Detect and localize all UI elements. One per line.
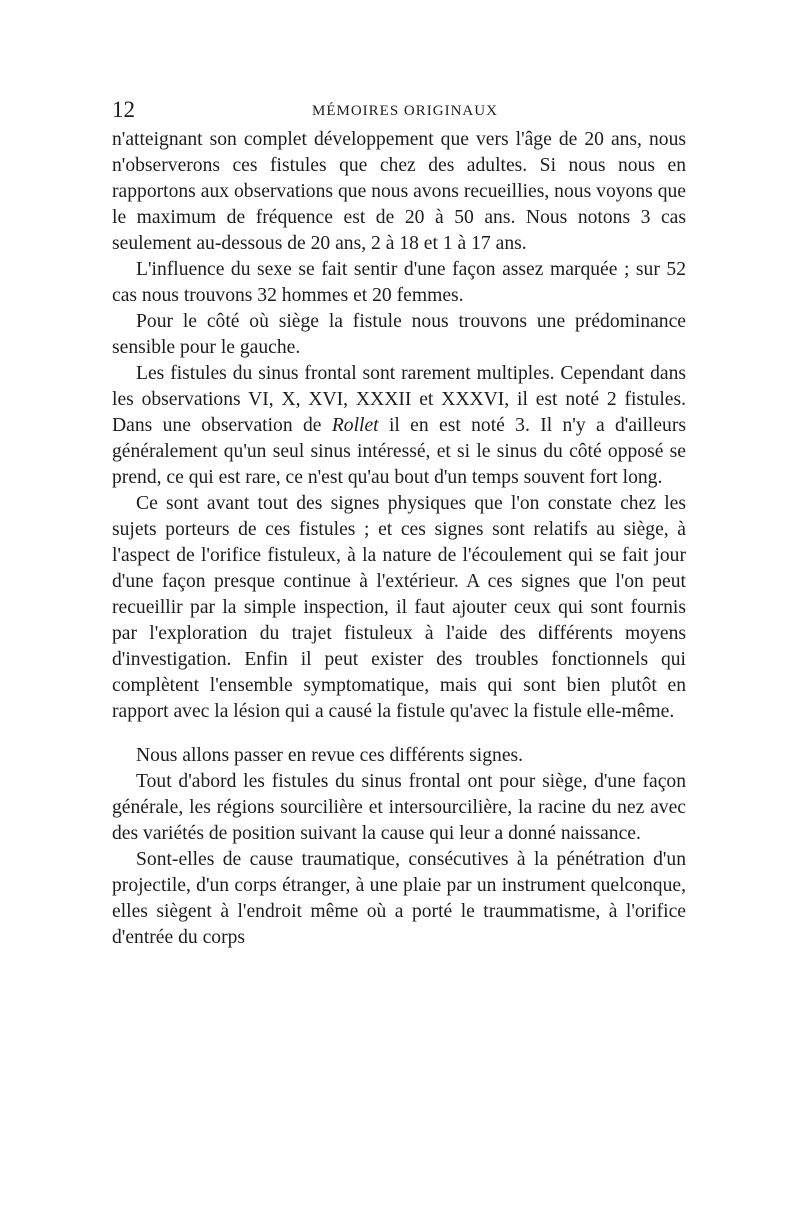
paragraph-traumatic-cause: Sont-elles de cause traumatique, consécutives à la pénétration d'un projectile, d'un corps étranger, à une plaie par un instrument quelconque, elles siègent à l'endroit même où a porté le traummatisme, à l'orifice d'entrée du corps [112, 849, 686, 948]
paragraph-side: Pour le côté où siège la fistule nous trouvons une prédominance sensible pour le gauche. [112, 311, 686, 358]
running-title: MÉMOIRES ORIGINAUX [312, 103, 498, 119]
paragraph-multiplicity [112, 361, 686, 491]
paragraph-sex: L'influence du sexe se fait sentir d'une façon assez marquée ; sur 52 cas nous trouvons 32 hommes et 20 femmes. [112, 259, 686, 306]
body-text [112, 127, 686, 951]
paragraph-age: n'atteignant son complet développement que vers l'âge de 20 ans, nous n'observerons ces fistules que chez des adultes. Si nous nous en rapportons aux observations que nous avons recueillies, nous voyons que le maximum de fréquence est de 20 à 50 ans. Nous notons 3 cas seulement au-dessous de 20 ans, 2 à 18 et 1 à 17 ans. [112, 129, 686, 254]
author-name: Rollet [331, 415, 379, 436]
running-header [112, 95, 692, 125]
page-number: 12 [112, 97, 135, 122]
paragraph-physical-signs: Ce sont avant tout des signes physiques que l'on constate chez les sujets porteurs de ces fistules ; et ces signes sont relatifs au siège, à l'aspect de l'orifice fistuleux, à la nature de l'écoulement qui se fait jour d'une façon presque continue à l'extérieur. A ces signes que l'on peut recueillir par la simple inspection, il faut ajouter ceux qui sont fournis par l'exploration du trajet fistuleux à l'aide des différents moyens d'investigation. Enfin il peut exister des troubles fonctionnels qui complètent l'ensemble symptomatique, mais qui sont bien plutôt en rapport avec la lésion qui a causé la fistule qu'avec la fistule elle-même. [112, 493, 686, 722]
paragraph-multiplicity-before: Les fistules du sinus frontal sont rarement multiples. Cependant dans les observations VI, X, XVI, XXXII et XXXVI, il est noté 2 fistules. Dans une observation de [112, 363, 686, 436]
paragraph-multiplicity-after: il en est noté 3. Il n'y a d'ailleurs généralement qu'un seul sinus intéressé, et si le sinus du côté opposé se prend, ce qui est rare, ce n'est qu'au bout d'un temps souvent fort long. [112, 415, 686, 488]
paragraph-location: Tout d'abord les fistules du sinus frontal ont pour siège, d'une façon générale, les régions sourcilière et intersourcilière, la racine du nez avec des variétés de position suivant la cause qui leur a donné naissance. [112, 771, 686, 844]
paragraph-review: Nous allons passer en revue ces différents signes. [136, 745, 524, 766]
